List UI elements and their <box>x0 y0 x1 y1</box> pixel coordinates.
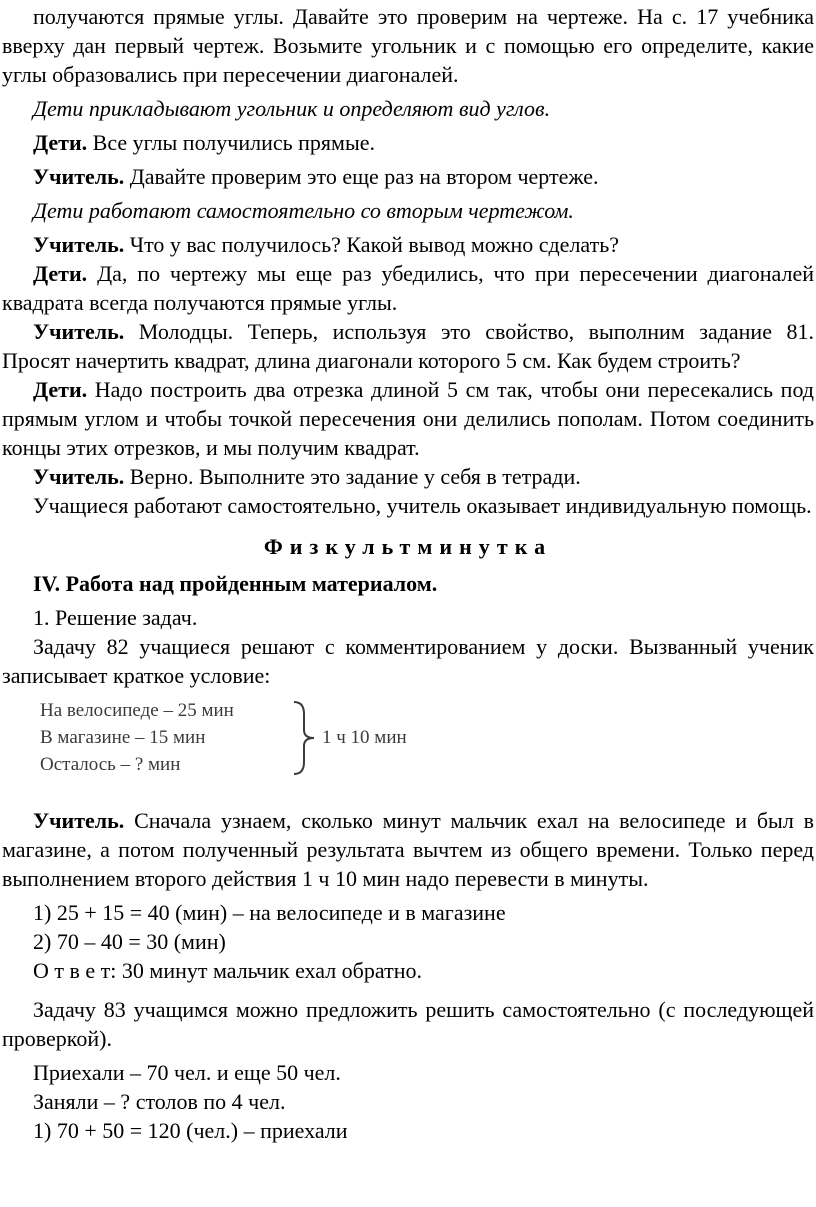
speaker-label: Учитель. <box>33 164 125 189</box>
solution-step: 1) 25 + 15 = 40 (мин) – на велосипеде и в магазине <box>33 900 506 925</box>
curly-brace-icon <box>290 698 320 778</box>
dialogue-text: Что у вас получилось? Какой вывод можно сделать? <box>124 232 620 257</box>
dialogue-line <box>2 375 814 462</box>
dialogue-line <box>2 259 814 317</box>
paragraph-independent-work: Учащиеся работают самостоятельно, учитель оказывает индивидуальную помощь. <box>33 493 812 518</box>
paragraph-task-82: Задачу 82 учащиеся решают с комментированием у доски. Вызванный ученик записывает краткое условие: <box>2 634 814 688</box>
answer-line <box>2 956 814 985</box>
dialogue-line <box>2 806 814 893</box>
dialogue-line <box>2 230 814 259</box>
answer-text: 30 минут мальчик ехал обратно. <box>116 958 422 983</box>
solution-step: 1) 70 + 50 = 120 (чел.) – приехали <box>33 1118 348 1143</box>
dialogue-text: Да, по чертежу мы еще раз убедились, что при пересечении диагоналей квадрата всегда получаются прямые углы. <box>2 261 814 315</box>
section-heading: IV. Работа над пройденным материалом. <box>33 571 438 596</box>
answer-label: О т в е т: <box>33 958 117 983</box>
dialogue-line <box>2 162 814 191</box>
condition-line: Осталось – ? мин <box>40 754 181 775</box>
condition-line: На велосипеде – 25 мин <box>40 700 234 721</box>
short-condition-image <box>2 698 814 784</box>
condition-line: Приехали – 70 чел. и еще 50 чел. <box>33 1060 341 1085</box>
section-break: Физкультминутка <box>263 534 553 559</box>
dialogue-text: Верно. Выполните это задание у себя в тетради. <box>124 464 581 489</box>
stage-direction: Дети работают самостоятельно со вторым чертежом. <box>33 198 574 223</box>
dialogue-text: Сначала узнаем, сколько минут мальчик ехал на велосипеде и был в магазине, а потом полученный результата вычтем из общего времени. Только перед выполнением второго действия 1 ч 10 мин надо перевести в минуты. <box>2 808 814 891</box>
dialogue-text: Давайте проверим это еще раз на втором чертеже. <box>124 164 599 189</box>
speaker-label: Дети. <box>33 261 88 286</box>
condition-total: 1 ч 10 мин <box>322 727 407 748</box>
condition-line: В магазине – 15 мин <box>40 727 206 748</box>
condition-line: Заняли – ? столов по 4 чел. <box>33 1089 286 1114</box>
speaker-label: Учитель. <box>33 464 125 489</box>
dialogue-text: Все углы получились прямые. <box>87 130 376 155</box>
solution-step: 2) 70 – 40 = 30 (мин) <box>33 929 226 954</box>
dialogue-line <box>2 128 814 157</box>
paragraph-intro: получаются прямые углы. Давайте это проверим на чертеже. На с. 17 учебника вверху дан первый чертеж. Возьмите угольник и с помощью его определите, какие углы образовались при пересечении диагоналей. <box>2 4 814 87</box>
speaker-label: Учитель. <box>33 808 125 833</box>
speaker-label: Дети. <box>33 130 88 155</box>
stage-direction: Дети прикладывают угольник и определяют вид углов. <box>33 96 551 121</box>
dialogue-line <box>2 462 814 491</box>
document-page <box>2 0 814 1145</box>
dialogue-text: Надо построить два отрезка длиной 5 см так, чтобы они пересекались под прямым углом и чтобы точкой пересечения они делились пополам. Потом соединить концы этих отрезков, и мы получим квадрат. <box>2 377 814 460</box>
speaker-label: Учитель. <box>33 319 125 344</box>
dialogue-line <box>2 317 814 375</box>
speaker-label: Учитель. <box>33 232 125 257</box>
dialogue-text: Молодцы. Теперь, используя это свойство, выполним задание 81. Просят начертить квадрат, длина диагонали которого 5 см. Как будем строить? <box>2 319 814 373</box>
subheading: 1. Решение задач. <box>33 605 198 630</box>
speaker-label: Дети. <box>33 377 88 402</box>
paragraph-task-83: Задачу 83 учащимся можно предложить решить самостоятельно (с последующей проверкой). <box>2 997 814 1051</box>
